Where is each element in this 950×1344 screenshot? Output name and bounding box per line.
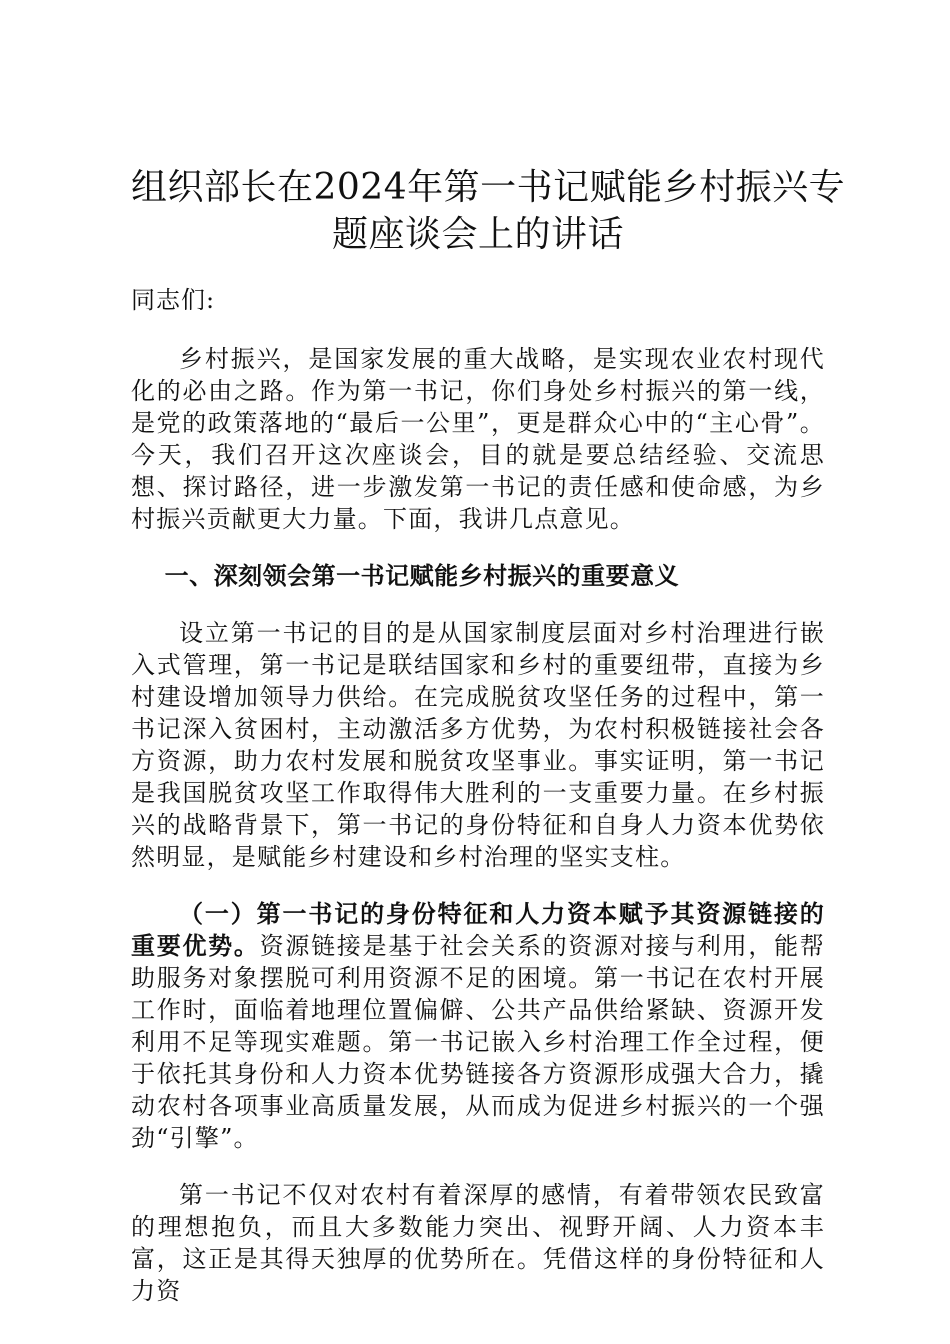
document-title — [131, 164, 846, 258]
document-title-line-1: 组织部长在2024年第一书记赋能乡村振兴专 — [131, 167, 846, 208]
salutation: 同志们: — [131, 286, 216, 314]
document-title-line-2: 题座谈会上的讲话 — [331, 214, 624, 255]
final-paragraph: 第一书记不仅对农村有着深厚的感情，有着带领农民致富的理想抱负，而且大多数能力突出、视野开阔、人力资本丰富，这正是其得天独厚的优势所在。凭借这样的身份特征和人力资 — [131, 1181, 825, 1305]
section-1-heading: 一、深刻领会第一书记赋能乡村振兴的重要意义 — [164, 562, 680, 590]
section-1-paragraph: 设立第一书记的目的是从国家制度层面对乡村治理进行嵌入式管理，第一书记是联结国家和乡村的重要纽带，直接为乡村建设增加领导力供给。在完成脱贫攻坚任务的过程中，第一书记深入贫困村，主动激活多方优势，为农村积极链接社会各方资源，助力农村发展和脱贫攻坚事业。事实证明，第一书记是我国脱贫攻坚工作取得伟大胜利的一支重要力量。在乡村振兴的战略背景下，第一书记的身份特征和自身人力资本优势依然明显，是赋能乡村建设和乡村治理的坚实支柱。 — [131, 619, 825, 871]
intro-paragraph: 乡村振兴，是国家发展的重大战略，是实现农业农村现代化的必由之路。作为第一书记，你们身处乡村振兴的第一线，是党的政策落地的“最后一公里”，更是群众心中的“主心骨”。今天，我们召开这次座谈会，目的就是要总结经验、交流思想、探讨路径，进一步激发第一书记的责任感和使命感，为乡村振兴贡献更大力量。下面，我讲几点意见。 — [131, 345, 825, 533]
subsection-1-body: 资源链接是基于社会关系的资源对接与利用，能帮助服务对象摆脱可利用资源不足的困境。第一书记在农村开展工作时，面临着地理位置偏僻、公共产品供给紧缺、资源开发利用不足等现实难题。第一书记嵌入乡村治理工作全过程，便于依托其身份和人力资本优势链接各方资源形成强大合力，撬动农村各项事业高质量发展，从而成为促进乡村振兴的一个强劲“引擎”。 — [131, 932, 826, 1152]
subsection-1-lead: （一）第一书记的身份特征和人力资本赋予其资源链接的重要优势。 — [131, 900, 825, 960]
document-body — [131, 164, 846, 1307]
subsection-1-paragraph — [131, 898, 825, 1154]
